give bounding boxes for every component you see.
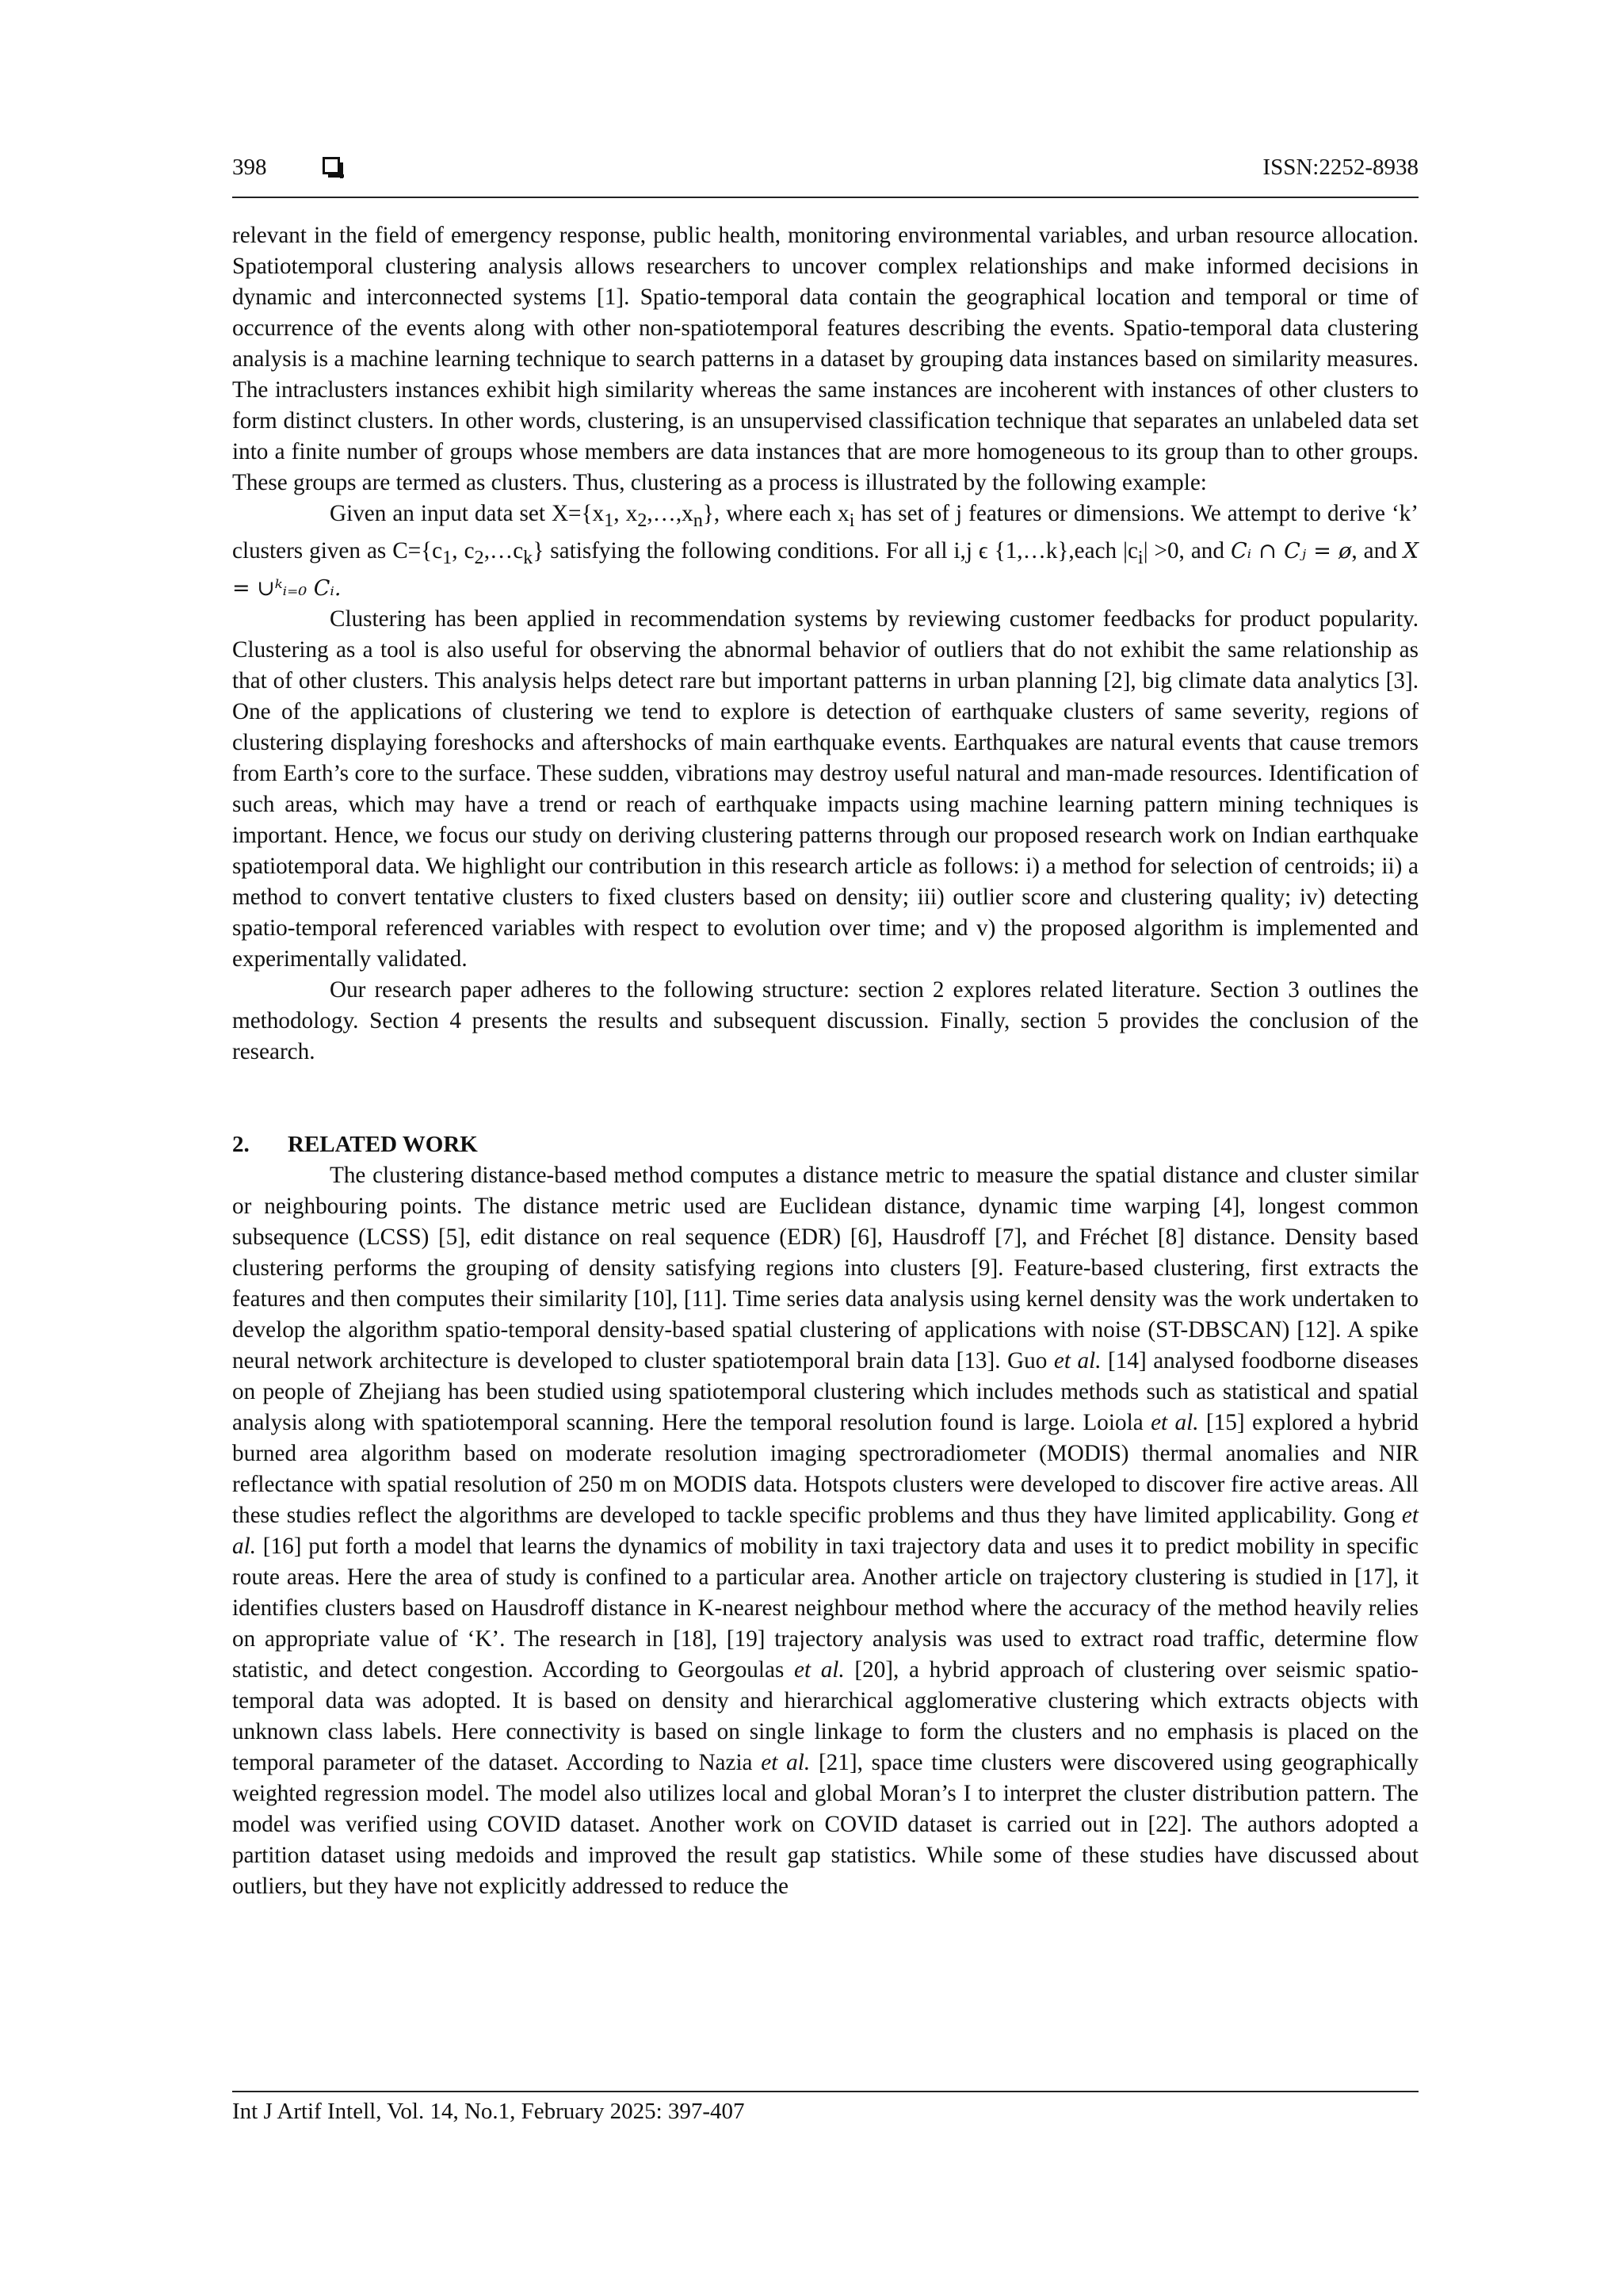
issn: ISSN:2252-8938 [1262,155,1419,180]
checkbox-square-icon [323,157,340,174]
paragraph-definition: Given an input data set $X=\{x_1$, $x_2,\dots,x_n$}, where each $x_i$ has set of j features or dimensions. We attempt to derive ‘k’ clusters given as $C=\{c_1$, $c_2,\dots c_k$} satisfying the following conditions. For all i,j ϵ {1,…k},each $|c_i| >0$, and Cᵢ ∩ Cⱼ = ø, and X = ∪ᵏᵢ₌₀ Cᵢ. [232,501,1419,601]
page-footer: Int J Artif Intell, Vol. 14, No.1, February 2025: 397-407 [232,2099,745,2124]
footer-rule [232,2091,1419,2092]
section-heading: 2. RELATED WORK [232,1131,478,1157]
paragraph: relevant in the field of emergency response, public health, monitoring environmental variables, and urban resource allocation. Spatiotemporal clustering analysis allows researchers to uncover complex relationships and make informed decisions in dynamic and interconnected systems [1]. Spatio-temporal data contain the geographical location and temporal or time of occurrence of the events along with other non-spatiotemporal features describing the events. Spatio-temporal data clustering analysis is a machine learning technique to search patterns in a dataset by grouping data instances based on similarity measures. The intraclusters instances exhibit high similarity whereas the same instances are incoherent with instances of other clusters to form distinct clusters. In other words, clustering, is an unsupervised classification technique that separates an unlabeled data set into a finite number of groups whose members are data instances that are more homogeneous to its group than to other groups. These groups are termed as clusters. Thus, clustering as a process is illustrated by the following example: [232,223,1419,495]
page-number: 398 [232,155,267,180]
body-text [232,220,1419,1902]
paragraph-related-work: The clustering distance-based method computes a distance metric to measure the spatial distance and cluster similar or neighbouring points. The distance metric used are Euclidean distance, dynamic time warping [4], longest common subsequence (LCSS) [5], edit distance on real sequence (EDR) [6], Hausdroff [7], and Fréchet [8] distance. Density based clustering performs the grouping of density satisfying regions into clusters [9]. Feature-based clustering, first extracts the features and then computes their similarity [10], [11]. Time series data analysis using kernel density was the work undertaken to develop the algorithm spatio-temporal density-based spatial clustering of applications with noise (ST-DBSCAN) [12]. A spike neural network architecture is developed to cluster spatiotemporal brain data [13]. Guo et al. [14] analysed foodborne diseases on people of Zhejiang has been studied using spatiotemporal clustering which includes methods such as statistical and spatial analysis along with spatiotemporal scanning. Here the temporal resolution found is large. Loiola et al. [15] explored a hybrid burned area algorithm based on moderate resolution imaging spectroradiometer (MODIS) thermal anomalies and NIR reflectance with spatial resolution of 250 m on MODIS data. Hotspots clusters were developed to discover fire active areas. All these studies reflect the algorithms are developed to tackle specific problems and thus they have limited applicability. Gong et al. [16] put forth a model that learns the dynamics of mobility in taxi trajectory data and uses it to predict mobility in specific route areas. Here the area of study is confined to a particular area. Another article on trajectory clustering is studied in [17], it identifies clusters based on Hausdroff distance in K-nearest neighbour method where the accuracy of the method heavily relies on appropriate value of ‘K’. The research in [18], [19] trajectory analysis was used to extract road traffic, determine flow statistic, and detect congestion. According to Georgoulas et al. [20], a hybrid approach of clustering over seismic spatio-temporal data was adopted. It is based on density and hierarchical agglomerative clustering which extracts objects with unknown class labels. Here connectivity is based on single linkage to form the clusters and no emphasis is placed on the temporal parameter of the dataset. According to Nazia et al. [21], space time clusters were discovered using geographically weighted regression model. The model also utilizes local and global Moran’s I to interpret the cluster distribution pattern. The model was verified using COVID dataset. Another work on COVID dataset is carried out in [22]. The authors adopted a partition dataset using medoids and improved the result gap statistics. While some of these studies have discussed about outliers, but they have not explicitly addressed to reduce the [232,1162,1419,1899]
header-rule [232,197,1419,198]
paragraph: Clustering has been applied in recommendation systems by reviewing customer feedbacks for product popularity. Clustering as a tool is also useful for observing the abnormal behavior of outliers that do not exhibit the same relationship as that of other clusters. This analysis helps detect rare but important patterns in urban planning [2], big climate data analytics [3]. One of the applications of clustering we tend to explore is detection of earthquake clusters of same severity, regions of clustering displaying foreshocks and aftershocks of main earthquake events. Earthquakes are natural events that cause tremors from Earth’s core to the surface. These sudden, vibrations may destroy useful natural and man-made resources. Identification of such areas, which may have a trend or reach of earthquake impacts using machine learning pattern mining techniques is important. Hence, we focus our study on deriving clustering patterns through our proposed research work on Indian earthquake spatiotemporal data. We highlight our contribution in this research article as follows: i) a method for selection of centroids; ii) a method to convert tentative clusters to fixed clusters based on density; iii) outlier score and clustering quality; iv) detecting spatio-temporal referenced variables with respect to evolution over time; and v) the proposed algorithm is implemented and experimentally validated. [232,606,1419,972]
page-header [232,155,1419,186]
paragraph: Our research paper adheres to the following structure: section 2 explores related literature. Section 3 outlines the methodology. Section 4 presents the results and subsequent discussion. Finally, section 5 provides the conclusion of the research. [232,976,1419,1064]
math-intersection: Cᵢ ∩ Cⱼ = ø [1230,538,1352,563]
math-union: X = ∪ᵏᵢ₌₀ Cᵢ. [232,538,1419,601]
